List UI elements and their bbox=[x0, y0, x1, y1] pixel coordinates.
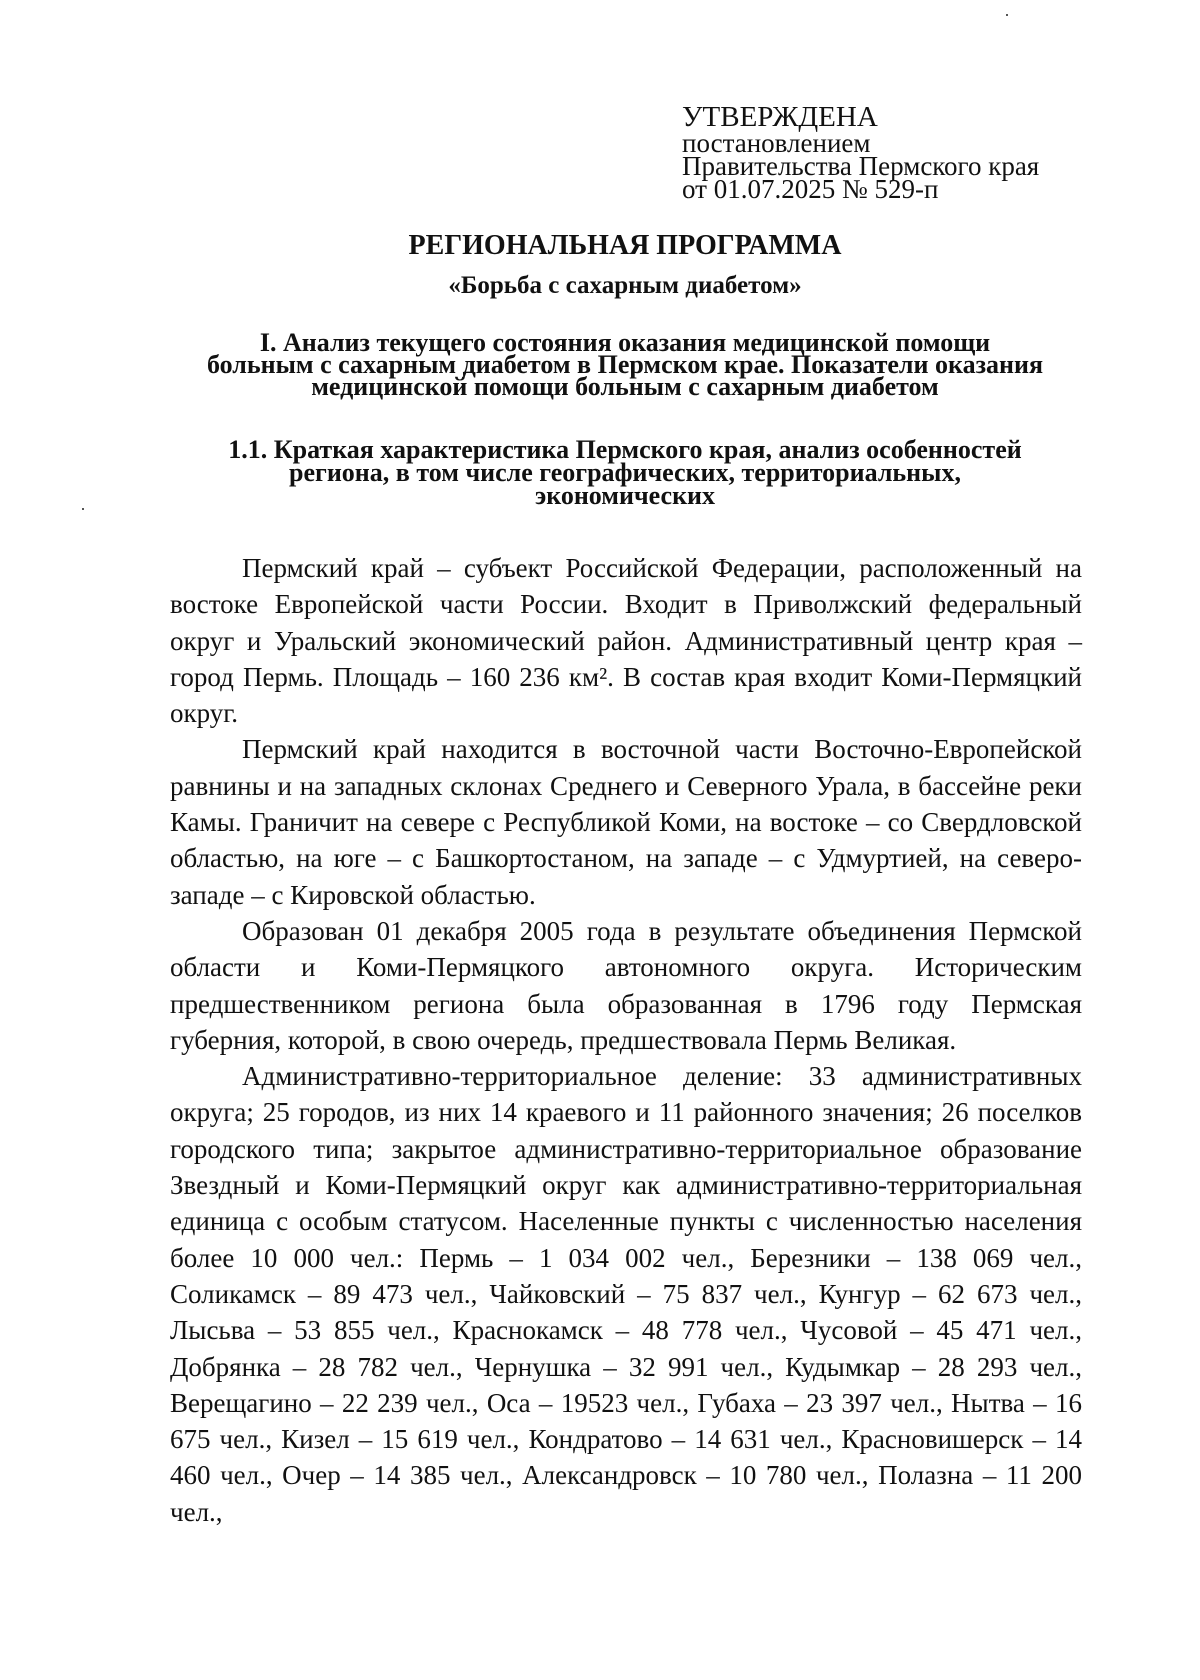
paragraph: Образован 01 декабря 2005 года в результате объединения Пермской области и Коми-Пермяцкого автономного округа. Историческим предшественником региона была образованная в 1796 году Пермская губерния, которой, в свою очередь, предшествовала Пермь Великая. bbox=[170, 915, 1082, 1055]
approval-line: Правительства Пермского края bbox=[682, 151, 1040, 181]
paragraph: Административно-территориальное деление: 33 административных округа; 25 городов, из них 14 краевого и 11 районного значения; 26 поселков городского типа; закрытое административно-территориальное образование Звездный и Коми-Пермяцкий округ как административно-территориальная единица с особым статусом. Населенные пункты с численностью населения более 10 000 чел.: Пермь – 1 034 002 чел., Березники – 138 069 чел., Соликамск – 89 473 чел., Чайковский – 75 837 чел., Кунгур – 62 673 чел., Лысьва – 53 855 чел., Краснокамск – 48 778 чел., Чусовой – 45 471 чел., Добрянка – 28 782 чел., Чернушка – 32 991 чел., Кудымкар – 28 293 чел., Верещагино – 22 239 чел., Оса – 19523 чел., Губаха – 23 397 чел., Нытва – 16 675 чел., Кизел – 15 619 чел., Кондратово – 14 631 чел., Красновишерск – 14 460 чел., Очер – 14 385 чел., Александровск – 10 780 чел., Полазна – 11 200 чел., bbox=[170, 1061, 1082, 1527]
paragraph: Пермский край – субъект Российской Федерации, расположенный на востоке Европейской части России. Входит в Приволжский федеральный округ и Уральский экономический район. Административный центр края – город Пермь. Площадь – 160 236 км². В состав края входит Коми-Пермяцкий округ. bbox=[170, 553, 1082, 729]
body-text bbox=[170, 550, 1082, 1530]
subsection-heading-line: 1.1. Краткая характеристика Пермского края, анализ особенностей bbox=[228, 435, 1022, 464]
approval-line: от 01.07.2025 № 529-п bbox=[682, 174, 939, 204]
subsection-heading-line: региона, в том числе географических, территориальных, bbox=[289, 458, 961, 487]
document-subtitle: «Борьба с сахарным диабетом» bbox=[448, 272, 802, 299]
document-title: РЕГИОНАЛЬНАЯ ПРОГРАММА bbox=[408, 230, 842, 261]
scan-speck bbox=[1006, 14, 1008, 16]
paragraph: Пермский край находится в восточной части Восточно-Европейской равнины и на западных склонах Среднего и Северного Урала, в бассейне реки Камы. Граничит на севере с Республикой Коми, на востоке – со Свердловской областью, на юге – с Башкортостаном, на западе – с Удмуртией, на северо-западе – с Кировской областью. bbox=[170, 734, 1082, 910]
section-heading bbox=[150, 328, 1100, 401]
section-heading-line: медицинской помощи больным с сахарным диабетом bbox=[311, 372, 939, 401]
subsection-heading-line: экономических bbox=[534, 481, 716, 510]
approval-stamp-block bbox=[682, 101, 1162, 204]
subsection-heading bbox=[150, 435, 1100, 510]
approval-line: постановлением bbox=[682, 128, 871, 158]
approval-heading: УТВЕРЖДЕНА bbox=[682, 101, 878, 133]
section-heading-line: больным с сахарным диабетом в Пермском крае. Показатели оказания bbox=[206, 350, 1044, 379]
scan-speck bbox=[82, 508, 84, 510]
section-heading-line: I. Анализ текущего состояния оказания медицинской помощи bbox=[259, 328, 991, 357]
